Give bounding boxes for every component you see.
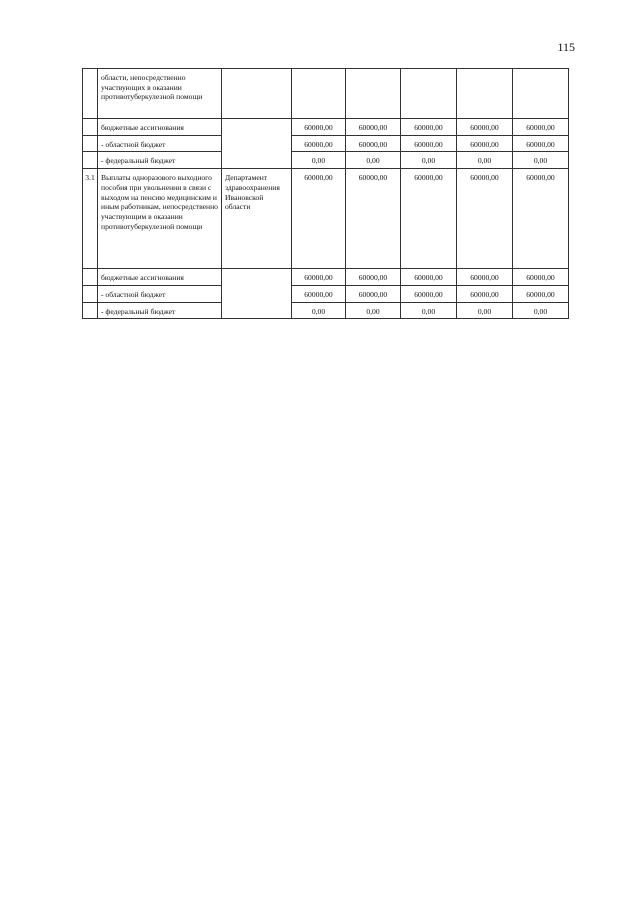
value-cell: 60000,00	[346, 135, 401, 152]
value-cell: 60000,00	[401, 285, 457, 302]
value-cell: 60000,00	[513, 135, 569, 152]
executor-cell	[222, 269, 292, 319]
value-cell: 60000,00	[513, 119, 569, 136]
value-cell: 0,00	[513, 302, 569, 319]
value-cell: 60000,00	[346, 119, 401, 136]
row-number-cell	[83, 285, 98, 302]
value-cell	[457, 69, 513, 119]
value-cell: 0,00	[401, 152, 457, 169]
table-row	[83, 169, 569, 269]
item-name-cell: - федеральный бюджет	[98, 152, 222, 169]
value-cell	[346, 69, 401, 119]
table-row	[83, 152, 569, 169]
value-cell: 60000,00	[513, 169, 569, 269]
value-cell: 60000,00	[346, 269, 401, 286]
executor-cell	[222, 69, 292, 119]
row-number-cell	[83, 152, 98, 169]
row-number-cell	[83, 135, 98, 152]
row-number-cell	[83, 69, 98, 119]
item-name-cell: - областной бюджет	[98, 135, 222, 152]
value-cell: 60000,00	[457, 269, 513, 286]
value-cell: 60000,00	[457, 135, 513, 152]
value-cell: 60000,00	[401, 135, 457, 152]
value-cell: 60000,00	[401, 119, 457, 136]
value-cell: 60000,00	[292, 135, 346, 152]
budget-table	[82, 68, 569, 319]
table-row	[83, 119, 569, 136]
item-name-cell: бюджетные ассигнования	[98, 269, 222, 286]
page-number: 115	[557, 40, 575, 54]
table-row	[83, 285, 569, 302]
value-cell: 0,00	[346, 152, 401, 169]
row-number-cell	[83, 302, 98, 319]
value-cell: 60000,00	[513, 285, 569, 302]
value-cell: 0,00	[457, 302, 513, 319]
value-cell: 60000,00	[401, 169, 457, 269]
value-cell	[292, 69, 346, 119]
value-cell: 0,00	[292, 152, 346, 169]
row-number-cell: 3.1	[83, 169, 98, 269]
value-cell: 60000,00	[292, 269, 346, 286]
executor-cell	[222, 119, 292, 169]
table-row	[83, 302, 569, 319]
table-row	[83, 135, 569, 152]
value-cell: 0,00	[292, 302, 346, 319]
value-cell: 60000,00	[346, 285, 401, 302]
executor-cell: Департамент здравоохранения Ивановской области	[222, 169, 292, 269]
item-name-cell: Выплаты одноразового выходного пособия при увольнении в связи с выходом на пенсию медицинским и иным работникам, непосредственно участвующим в оказании противотуберкулезной помощи	[98, 169, 222, 269]
value-cell: 60000,00	[292, 119, 346, 136]
item-name-cell: - областной бюджет	[98, 285, 222, 302]
table-row	[83, 269, 569, 286]
item-name-cell: бюджетные ассигнования	[98, 119, 222, 136]
value-cell	[513, 69, 569, 119]
value-cell: 60000,00	[457, 119, 513, 136]
row-number-cell	[83, 269, 98, 286]
table-row	[83, 69, 569, 119]
item-name-cell: - федеральный бюджет	[98, 302, 222, 319]
value-cell	[401, 69, 457, 119]
value-cell: 60000,00	[292, 169, 346, 269]
value-cell: 0,00	[346, 302, 401, 319]
value-cell: 60000,00	[401, 269, 457, 286]
value-cell: 0,00	[457, 152, 513, 169]
row-number-cell	[83, 119, 98, 136]
value-cell: 60000,00	[346, 169, 401, 269]
value-cell: 60000,00	[513, 269, 569, 286]
item-name-cell: области, непосредственно участвующих в оказании противотуберкулезной помощи	[98, 69, 222, 119]
value-cell: 0,00	[513, 152, 569, 169]
value-cell: 0,00	[401, 302, 457, 319]
value-cell: 60000,00	[457, 285, 513, 302]
value-cell: 60000,00	[292, 285, 346, 302]
value-cell: 60000,00	[457, 169, 513, 269]
